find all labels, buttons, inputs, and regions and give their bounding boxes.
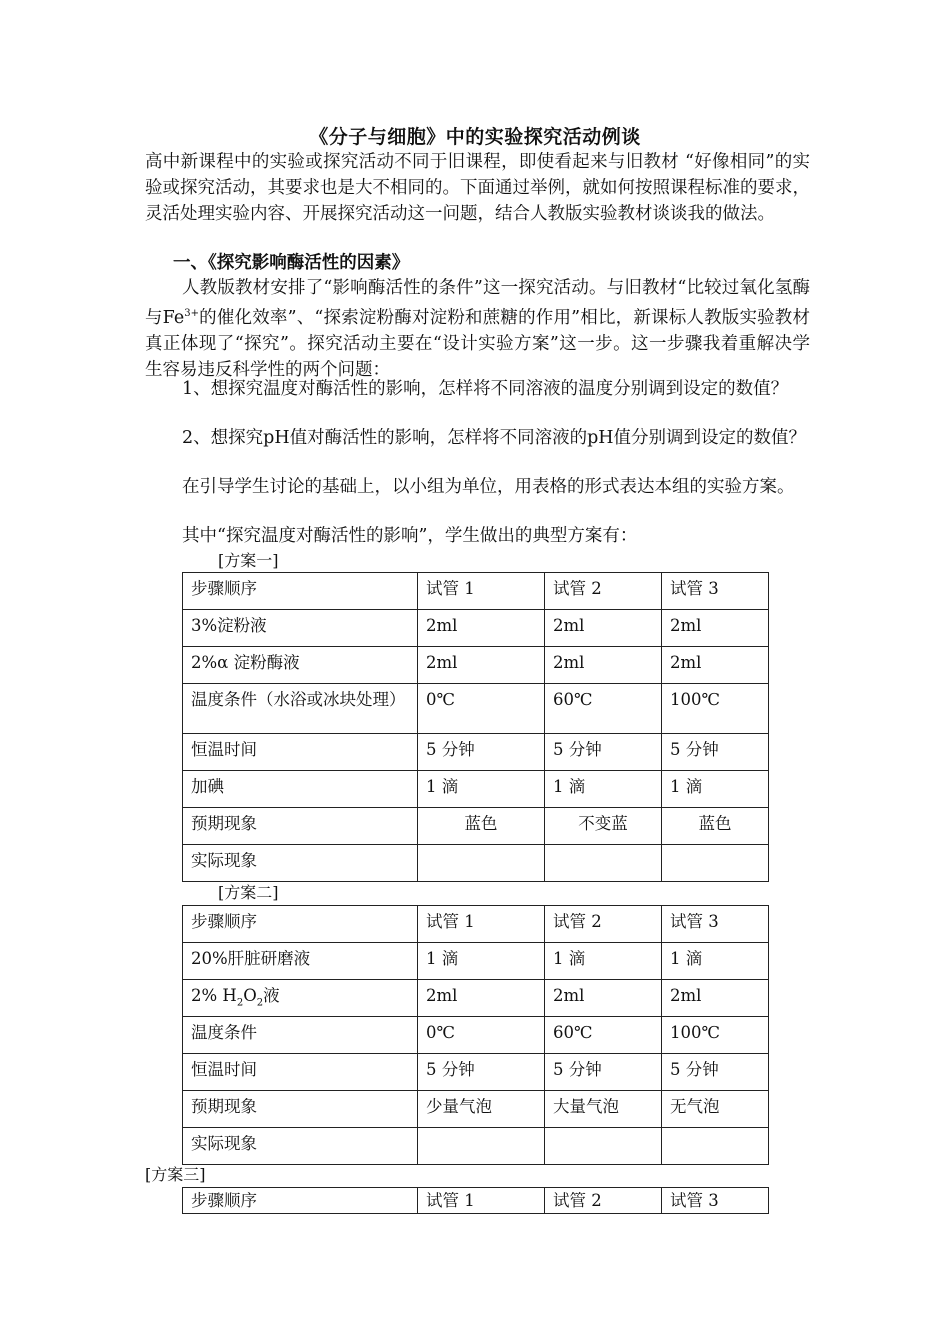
table-cell: 试管 1 [418, 906, 545, 943]
paragraph-1-part-a: 人教版教材安排了“影响酶活性的条件”这一探究活动。与旧教材“比较过氧化氢酶与Fe [145, 278, 810, 328]
table-cell: 5 分钟 [662, 734, 769, 771]
table-cell: 加碘 [183, 771, 418, 808]
table-cell [183, 980, 418, 1017]
table-cell: 温度条件（水浴或冰块处理） [183, 684, 418, 734]
table-cell: 恒温时间 [183, 1054, 418, 1091]
table-cell: 步骤顺序 [183, 906, 418, 943]
plan-2-table [182, 905, 769, 1165]
table-cell [418, 1128, 545, 1165]
plan-2-label: [方案二] [218, 883, 279, 902]
table-cell: 试管 1 [418, 1188, 545, 1214]
table-cell: 60℃ [545, 684, 662, 734]
table-row [183, 734, 769, 771]
table-cell [545, 845, 662, 882]
document-title: 《分子与细胞》中的实验探究活动例谈 [309, 126, 641, 148]
table-cell: 试管 3 [662, 573, 769, 610]
table-row [183, 845, 769, 882]
table-header-row [183, 573, 769, 610]
table-cell: 大量气泡 [545, 1091, 662, 1128]
table-cell: 预期现象 [183, 808, 418, 845]
table-row [183, 771, 769, 808]
table-row [183, 684, 769, 734]
table-cell: 试管 3 [662, 1188, 769, 1214]
subscript: 2 [256, 997, 264, 1009]
table-cell: 5 分钟 [418, 734, 545, 771]
table-cell: 2ml [662, 610, 769, 647]
paragraph-1 [145, 275, 810, 383]
table-row [183, 943, 769, 980]
table-cell: 2ml [662, 647, 769, 684]
table-cell: 2ml [545, 980, 662, 1017]
table-cell: 2ml [418, 647, 545, 684]
intro-paragraph: 高中新课程中的实验或探究活动不同于旧课程，即使看起来与旧教材 “好像相同”的实验或探究活动，其要求也是大不相同的。下面通过举例，就如何按照课程标准的要求，灵活处理实验内容、开展探究活动这一问题，结合人教版实验教材谈谈我的做法。 [145, 152, 810, 224]
table-header-row [183, 906, 769, 943]
plan-1-table [182, 572, 769, 882]
table-cell: 0℃ [418, 684, 545, 734]
table-cell [545, 1128, 662, 1165]
table-row [183, 980, 769, 1017]
paragraph-2: 在引导学生讨论的基础上，以小组为单位，用表格的形式表达本组的实验方案。 [182, 477, 795, 497]
table-cell: 试管 2 [545, 573, 662, 610]
table-cell: 试管 1 [418, 573, 545, 610]
fe-superscript: 3+ [184, 308, 199, 319]
table-cell: 0℃ [418, 1017, 545, 1054]
plan-3-label: [方案三] [145, 1165, 206, 1184]
table-cell: 少量气泡 [418, 1091, 545, 1128]
table-cell: 1 滴 [662, 943, 769, 980]
table-cell: 1 滴 [418, 771, 545, 808]
table-cell: 步骤顺序 [183, 1188, 418, 1214]
table-cell: 恒温时间 [183, 734, 418, 771]
table-cell: 温度条件 [183, 1017, 418, 1054]
table-cell: 2ml [418, 980, 545, 1017]
table-row [183, 1017, 769, 1054]
table-cell: 5 分钟 [418, 1054, 545, 1091]
table-cell: 实际现象 [183, 1128, 418, 1165]
table-cell: 预期现象 [183, 1091, 418, 1128]
question-1: 1、想探究温度对酶活性的影响，怎样将不同溶液的温度分别调到设定的数值？ [182, 379, 789, 399]
table-cell: 5 分钟 [545, 1054, 662, 1091]
table-cell: 1 滴 [545, 771, 662, 808]
table-cell [418, 845, 545, 882]
h2o2-label-part-a: 2% H [191, 986, 237, 1005]
table-row [183, 808, 769, 845]
table-cell: 步骤顺序 [183, 573, 418, 610]
table-cell: 5 分钟 [545, 734, 662, 771]
table-cell: 1 滴 [418, 943, 545, 980]
table-cell: 3%淀粉液 [183, 610, 418, 647]
table-cell: 100℃ [662, 684, 769, 734]
table-row [183, 1128, 769, 1165]
table-cell [662, 1128, 769, 1165]
section-heading: 一、《探究影响酶活性的因素》 [173, 253, 410, 273]
paragraph-3: 其中“探究温度对酶活性的影响”，学生做出的典型方案有： [182, 526, 638, 546]
table-cell: 100℃ [662, 1017, 769, 1054]
table-cell: 试管 3 [662, 906, 769, 943]
table-cell: 20%肝脏研磨液 [183, 943, 418, 980]
subscript: 2 [236, 997, 244, 1009]
table-cell: 不变蓝 [545, 808, 662, 845]
paragraph-1-part-b: 的催化效率”、“探索淀粉酶对淀粉和蔗糖的作用”相比，新课标人教版实验教材真正体现了“探究”。探究活动主要在“设计实验方案”这一步。这一步骤我着重解决学生容易违反科学性的两个问题： [145, 307, 810, 380]
table-cell: 蓝色 [418, 808, 545, 845]
table-cell: 60℃ [545, 1017, 662, 1054]
table-header-row [183, 1188, 769, 1214]
table-row [183, 647, 769, 684]
h2o2-label-part-b: O [243, 986, 257, 1005]
table-row [183, 1091, 769, 1128]
table-cell: 2ml [545, 610, 662, 647]
table-cell: 1 滴 [662, 771, 769, 808]
plan-1-label: [方案一] [218, 551, 279, 570]
table-row [183, 1054, 769, 1091]
table-cell: 试管 2 [545, 1188, 662, 1214]
plan-3-table [182, 1187, 769, 1214]
h2o2-label-part-c: 液 [263, 986, 280, 1005]
question-2: 2、想探究pH值对酶活性的影响，怎样将不同溶液的pH值分别调到设定的数值？ [182, 428, 807, 448]
table-cell: 无气泡 [662, 1091, 769, 1128]
table-cell [662, 845, 769, 882]
table-cell: 1 滴 [545, 943, 662, 980]
table-cell: 5 分钟 [662, 1054, 769, 1091]
table-cell: 实际现象 [183, 845, 418, 882]
table-cell: 2ml [545, 647, 662, 684]
table-cell: 试管 2 [545, 906, 662, 943]
table-cell: 2ml [418, 610, 545, 647]
table-cell: 2%α 淀粉酶液 [183, 647, 418, 684]
table-cell: 蓝色 [662, 808, 769, 845]
table-row [183, 610, 769, 647]
table-cell: 2ml [662, 980, 769, 1017]
